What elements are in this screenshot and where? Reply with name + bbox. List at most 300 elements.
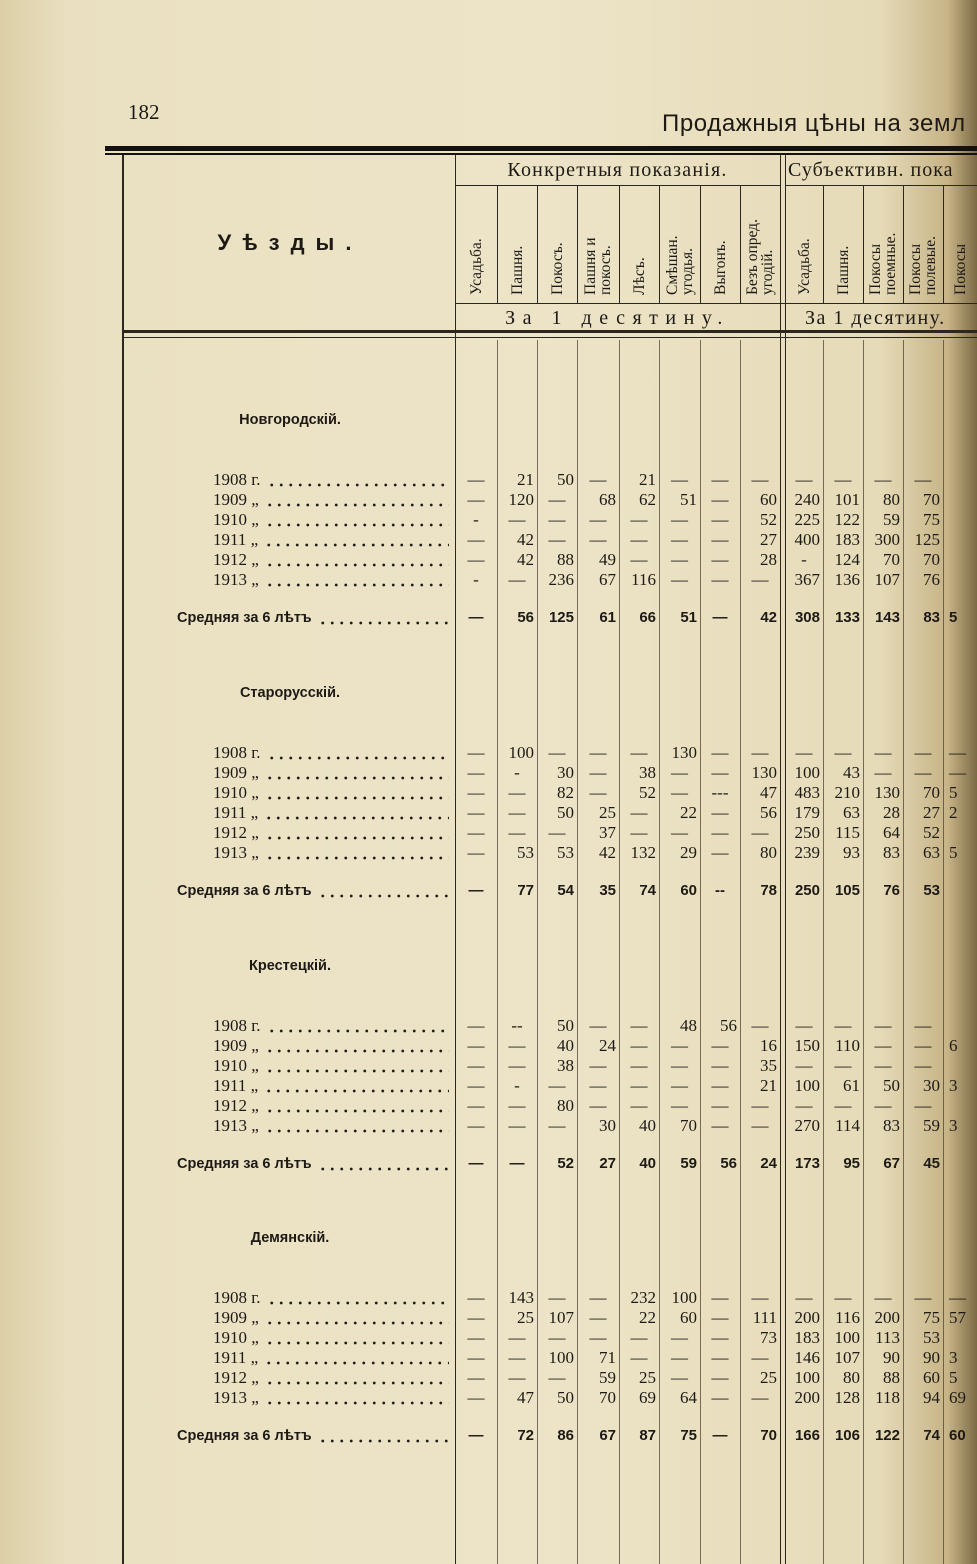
subjective-value-cell: 30 — [923, 1076, 940, 1095]
subjective-value-cell: 59 — [883, 510, 900, 529]
concrete-value-cell: — — [711, 1036, 729, 1055]
concrete-value-cell: — — [751, 1288, 769, 1307]
concrete-value-cell: 21 — [639, 470, 656, 489]
subjective-value-cell: 27 — [923, 803, 940, 822]
year-label-text: 1913 „ — [213, 570, 259, 589]
concrete-value-cell: — — [467, 783, 485, 802]
concrete-value-cell: — — [751, 1116, 769, 1135]
subjective-value-cell: — — [834, 743, 852, 762]
concrete-value-cell: 30 — [557, 763, 574, 782]
concrete-value-cell: — — [467, 1116, 485, 1135]
subjective-value-cell: — — [874, 1288, 892, 1307]
subjective-value-cell: 94 — [923, 1388, 940, 1407]
concrete-value-cell: 25 — [599, 803, 616, 822]
subjective-value-cell — [943, 1096, 977, 1116]
concrete-value-cell: 143 — [508, 1288, 534, 1307]
subjective-value-cell: 61 — [843, 1076, 860, 1095]
dot-leader — [265, 1308, 449, 1328]
concrete-value-cell: — — [671, 530, 688, 549]
concrete-value-cell: — — [589, 1016, 607, 1035]
subjective-value-cell — [943, 1056, 977, 1076]
concrete-value-cell: — — [548, 823, 566, 842]
subjective-value-cell: 5 — [949, 609, 958, 626]
year-row — [0, 510, 977, 530]
subjective-value-cell: 28 — [883, 803, 900, 822]
subjective-value-cell: 130 — [874, 783, 900, 802]
concrete-value-cell: 86 — [557, 1427, 574, 1444]
concrete-value-cell: — — [711, 763, 729, 782]
column-header-line: Покосъ. — [548, 242, 566, 295]
concrete-value-cell: — — [468, 609, 484, 626]
subjective-value-cell: — — [914, 1096, 932, 1115]
subjective-value-cell: 308 — [794, 609, 820, 626]
concrete-value-cell: — — [467, 1036, 485, 1055]
concrete-value-cell: 35 — [599, 882, 616, 899]
subjective-value-cell: 114 — [835, 1116, 860, 1135]
top-rule-thick — [105, 146, 977, 151]
concrete-value-cell: 74 — [639, 882, 656, 899]
year-row — [0, 470, 977, 490]
year-label-text: 1908 г. — [213, 743, 261, 762]
year-label — [213, 530, 449, 550]
column-header-line: Безъ опред. — [744, 219, 761, 295]
column-header — [863, 189, 903, 301]
dot-leader — [267, 1288, 449, 1308]
year-label-text: 1911 „ — [213, 1348, 259, 1367]
concrete-value-cell: — — [548, 1288, 566, 1307]
concrete-value-cell: 52 — [557, 1155, 574, 1172]
subjective-value-cell: 200 — [794, 1308, 820, 1327]
column-header-line: полевые. — [922, 236, 939, 295]
subjective-value-cell: 400 — [794, 530, 820, 549]
concrete-value-cell: — — [589, 763, 607, 782]
dot-leader — [264, 1076, 449, 1096]
concrete-value-cell: 130 — [751, 763, 777, 782]
subjective-value-cell: — — [949, 763, 966, 782]
column-header-line: Покосы — [951, 243, 969, 295]
subjective-value-cell: 69 — [949, 1388, 966, 1407]
subjective-value-cell: 179 — [794, 803, 820, 822]
subjective-value-cell: — — [914, 470, 932, 489]
concrete-value-cell: 56 — [720, 1155, 737, 1172]
dot-leader — [265, 843, 449, 863]
concrete-value-cell: 54 — [557, 882, 574, 899]
year-row — [0, 1388, 977, 1408]
dot-leader — [265, 1328, 449, 1348]
concrete-value-cell: 72 — [517, 1427, 534, 1444]
column-header-text — [583, 189, 613, 295]
concrete-value-cell: 67 — [599, 570, 616, 589]
concrete-value-cell: 28 — [760, 550, 777, 569]
subjective-value-cell: — — [914, 763, 932, 782]
concrete-value-cell: — — [711, 570, 729, 589]
dot-leader — [265, 570, 449, 590]
concrete-value-cell: — — [468, 882, 484, 899]
concrete-value-cell: 107 — [548, 1308, 574, 1327]
concrete-value-cell: — — [468, 1427, 484, 1444]
concrete-value-cell: 22 — [639, 1308, 656, 1327]
subjective-value-cell: 225 — [794, 510, 820, 529]
concrete-value-cell: — — [589, 470, 607, 489]
year-label-text: 1911 „ — [213, 1076, 259, 1095]
subjective-value-cell: 133 — [834, 609, 860, 626]
concrete-value-cell: 53 — [517, 843, 534, 862]
subjective-value-cell: 64 — [883, 823, 900, 842]
dot-leader — [264, 530, 449, 550]
concrete-value-cell: — — [548, 1368, 566, 1387]
year-label — [213, 763, 449, 783]
year-label-text: 1910 „ — [213, 1328, 259, 1347]
column-header — [455, 189, 497, 301]
year-row — [0, 1348, 977, 1368]
column-header — [903, 189, 943, 301]
concrete-value-cell: — — [467, 763, 485, 782]
concrete-value-cell: - — [473, 510, 479, 529]
subjective-value-cell: 45 — [923, 1155, 940, 1172]
subjective-value-cell: 83 — [883, 843, 900, 862]
year-label — [213, 1056, 449, 1076]
concrete-value-cell: — — [548, 530, 566, 549]
concrete-value-cell: 50 — [557, 1016, 574, 1035]
subjective-value-cell — [943, 550, 977, 570]
page-number: 182 — [128, 100, 160, 124]
district-name: Старорусскій. — [239, 685, 341, 701]
subjective-value-cell: — — [834, 1096, 852, 1115]
year-label-text: 1909 „ — [213, 490, 259, 509]
concrete-value-cell: — — [711, 803, 729, 822]
column-header-line: Пашня и — [582, 237, 599, 295]
concrete-value-cell: 60 — [680, 882, 697, 899]
concrete-value-cell: 69 — [639, 1388, 656, 1407]
concrete-value-cell: 40 — [557, 1036, 574, 1055]
subjective-value-cell: 3 — [949, 1076, 958, 1095]
concrete-value-cell: 25 — [639, 1368, 656, 1387]
year-label — [213, 843, 449, 863]
subjective-value-cell: — — [795, 1288, 813, 1307]
concrete-value-cell: 42 — [517, 550, 534, 569]
subjective-value-cell: 5 — [949, 1368, 958, 1387]
subjective-value-cell: 80 — [843, 1368, 860, 1387]
concrete-value-cell: 47 — [760, 783, 777, 802]
concrete-value-cell: 78 — [760, 882, 777, 899]
concrete-value-cell: — — [671, 1368, 688, 1387]
column-header — [577, 189, 619, 301]
concrete-value-cell: 132 — [630, 843, 656, 862]
concrete-value-cell: 56 — [720, 1016, 737, 1035]
concrete-value-cell: — — [630, 530, 648, 549]
concrete-value-cell: — — [711, 470, 729, 489]
concrete-value-cell: — — [548, 1328, 566, 1347]
subjective-value-cell: 101 — [834, 490, 860, 509]
concrete-value-cell: — — [589, 1096, 607, 1115]
concrete-value-cell: 37 — [599, 823, 616, 842]
concrete-value-cell: 40 — [639, 1116, 656, 1135]
subjective-value-cell: 270 — [794, 1116, 820, 1135]
concrete-value-cell: 48 — [680, 1016, 697, 1035]
concrete-value-cell: — — [671, 470, 688, 489]
concrete-value-cell: — — [589, 530, 607, 549]
year-row — [0, 1328, 977, 1348]
average-label-text: Средняя за 6 лѣтъ — [177, 883, 312, 899]
concrete-value-cell: — — [467, 1056, 485, 1075]
concrete-value-cell: — — [467, 1288, 485, 1307]
concrete-value-cell: 42 — [599, 843, 616, 862]
concrete-value-cell: — — [630, 510, 648, 529]
concrete-value-cell: — — [508, 783, 526, 802]
concrete-value-cell: 16 — [760, 1036, 777, 1055]
subjective-value-cell: 50 — [883, 1076, 900, 1095]
concrete-value-cell: — — [589, 783, 607, 802]
dot-leader — [265, 1388, 449, 1408]
average-row — [0, 1426, 977, 1446]
concrete-value-cell: 62 — [639, 490, 656, 509]
concrete-value-cell: 21 — [760, 1076, 777, 1095]
concrete-value-cell: — — [711, 1116, 729, 1135]
concrete-value-cell: 47 — [517, 1388, 534, 1407]
column-header-line: покосъ. — [597, 245, 614, 295]
concrete-value-cell: 49 — [599, 550, 616, 569]
concrete-value-cell: 24 — [599, 1036, 616, 1055]
subjective-value-cell: 136 — [834, 570, 860, 589]
subjective-value-cell: 76 — [883, 882, 900, 899]
subjective-value-cell — [943, 530, 977, 550]
year-label-text: 1908 г. — [213, 470, 261, 489]
subjective-value-cell: 93 — [843, 843, 860, 862]
subjective-value-cell: 367 — [794, 570, 820, 589]
column-header-text — [953, 189, 968, 295]
concrete-value-cell: — — [711, 1076, 729, 1095]
year-label — [213, 1308, 449, 1328]
concrete-value-cell: — — [467, 1076, 485, 1095]
concrete-value-cell: — — [671, 1076, 688, 1095]
year-label — [213, 1328, 449, 1348]
subjective-value-cell: 100 — [794, 763, 820, 782]
subjective-value-cell: — — [795, 743, 813, 762]
subjective-value-cell: — — [834, 1288, 852, 1307]
year-row — [0, 823, 977, 843]
column-header-line: Пашня. — [834, 245, 852, 295]
dot-leader — [265, 1036, 449, 1056]
concrete-value-cell: 25 — [760, 1368, 777, 1387]
year-label — [213, 743, 449, 763]
subjective-value-cell: — — [795, 470, 813, 489]
year-label — [213, 470, 449, 490]
concrete-value-cell: 27 — [760, 530, 777, 549]
concrete-value-cell: 67 — [599, 1427, 616, 1444]
concrete-value-cell: — — [508, 823, 526, 842]
concrete-value-cell: 29 — [680, 843, 697, 862]
concrete-value-cell: — — [467, 1348, 485, 1367]
concrete-value-cell: — — [467, 843, 485, 862]
subjective-value-cell: — — [914, 1016, 932, 1035]
concrete-value-cell: 100 — [548, 1348, 574, 1367]
concrete-value-cell: — — [467, 1016, 485, 1035]
year-label-text: 1909 „ — [213, 1036, 259, 1055]
year-label-text: 1911 „ — [213, 803, 259, 822]
dot-leader — [265, 823, 449, 843]
subjective-value-cell: - — [801, 550, 807, 569]
concrete-value-cell: — — [589, 1076, 607, 1095]
concrete-value-cell: — — [711, 490, 729, 509]
subjective-value-cell: 52 — [923, 823, 940, 842]
concrete-value-cell: 25 — [517, 1308, 534, 1327]
concrete-value-cell: — — [548, 1116, 566, 1135]
subjective-value-cell: 200 — [794, 1388, 820, 1407]
subjective-value-cell: 110 — [835, 1036, 860, 1055]
subjective-value-cell: 67 — [883, 1155, 900, 1172]
subjective-value-cell: — — [874, 743, 892, 762]
concrete-value-cell: 73 — [760, 1328, 777, 1347]
concrete-value-cell: — — [751, 1096, 769, 1115]
subjective-value-cell: 100 — [794, 1076, 820, 1095]
column-header — [740, 189, 780, 301]
subjective-value-cell: 3 — [949, 1116, 958, 1135]
dot-leader — [318, 1426, 449, 1446]
concrete-value-cell: — — [711, 1368, 729, 1387]
concrete-value-cell: 71 — [599, 1348, 616, 1367]
subjective-value-cell: 88 — [883, 1368, 900, 1387]
concrete-value-cell: — — [671, 1348, 688, 1367]
concrete-value-cell: — — [671, 1328, 688, 1347]
year-label — [213, 550, 449, 570]
subjective-value-cell: 90 — [883, 1348, 900, 1367]
concrete-value-cell: 42 — [517, 530, 534, 549]
concrete-value-cell: 64 — [680, 1388, 697, 1407]
concrete-value-cell: — — [589, 1056, 607, 1075]
concrete-value-cell: — — [589, 1308, 607, 1327]
year-row — [0, 743, 977, 763]
subjective-value-cell: 124 — [834, 550, 860, 569]
group-title: Конкретныя показанія. — [507, 159, 728, 181]
year-row — [0, 763, 977, 783]
subjective-value-cell: — — [795, 1056, 813, 1075]
concrete-value-cell: — — [508, 1036, 526, 1055]
year-row — [0, 1116, 977, 1136]
year-label — [213, 510, 449, 530]
average-label-text: Средняя за 6 лѣтъ — [177, 610, 312, 626]
concrete-value-cell: — — [467, 470, 485, 489]
concrete-value-cell: — — [508, 570, 526, 589]
year-row — [0, 1368, 977, 1388]
concrete-value-cell: 66 — [639, 609, 656, 626]
column-header-line: Выгонъ. — [711, 240, 729, 295]
subjective-value-cell: 240 — [794, 490, 820, 509]
column-header-line: поемные. — [882, 232, 899, 295]
concrete-value-cell: - — [473, 570, 479, 589]
subjective-value-cell: — — [914, 743, 932, 762]
subjective-value-cell: 100 — [834, 1328, 860, 1347]
column-header-line: Смѣшан. — [663, 235, 681, 295]
column-header — [497, 189, 537, 301]
year-label-text: 1913 „ — [213, 1116, 259, 1135]
subjective-value-cell: — — [874, 1036, 892, 1055]
year-row — [0, 1076, 977, 1096]
concrete-value-cell: — — [630, 1328, 648, 1347]
concrete-value-cell: 51 — [680, 490, 697, 509]
concrete-value-cell: 70 — [760, 1427, 777, 1444]
year-label — [213, 783, 449, 803]
concrete-value-cell: — — [467, 1308, 485, 1327]
year-label-text: 1912 „ — [213, 1368, 259, 1387]
concrete-value-cell: 116 — [631, 570, 656, 589]
concrete-value-cell: -- — [511, 1016, 523, 1035]
concrete-value-cell: — — [671, 510, 688, 529]
concrete-value-cell: 60 — [680, 1308, 697, 1327]
concrete-value-cell: 130 — [671, 743, 697, 762]
concrete-value-cell: 80 — [760, 843, 777, 862]
column-header-text — [550, 189, 565, 295]
concrete-value-cell: 59 — [599, 1368, 616, 1387]
group-title: Субъективн. пока — [788, 159, 954, 181]
group-unit-label: За 1 десятину. — [805, 307, 946, 329]
concrete-value-cell: 50 — [557, 1388, 574, 1407]
concrete-value-cell: 75 — [680, 1427, 697, 1444]
concrete-value-cell: 100 — [671, 1288, 697, 1307]
subjective-value-cell: 150 — [794, 1036, 820, 1055]
concrete-value-cell: — — [671, 1036, 688, 1055]
subjective-value-cell: 90 — [923, 1348, 940, 1367]
subjective-value-cell: 75 — [923, 1308, 940, 1327]
concrete-value-cell: — — [508, 1096, 526, 1115]
concrete-value-cell: — — [467, 823, 485, 842]
column-header-text — [665, 189, 695, 295]
concrete-value-cell: — — [548, 490, 566, 509]
subjective-value-cell: 483 — [794, 783, 820, 802]
subjective-value-cell: — — [874, 1096, 892, 1115]
subjective-value-cell: 250 — [794, 882, 820, 899]
concrete-value-cell: — — [508, 1348, 526, 1367]
subjective-value-cell: 143 — [874, 609, 900, 626]
dot-leader — [267, 1016, 449, 1036]
subjective-value-cell: — — [834, 1016, 852, 1035]
subjective-value-cell: 57 — [949, 1308, 966, 1327]
concrete-value-cell: — — [467, 803, 485, 822]
concrete-value-cell: 59 — [680, 1155, 697, 1172]
concrete-value-cell: — — [751, 823, 769, 842]
concrete-value-cell: 52 — [760, 510, 777, 529]
subjective-value-cell: 125 — [914, 530, 940, 549]
year-label — [213, 1016, 449, 1036]
subjective-value-cell: 5 — [949, 843, 958, 862]
average-row — [0, 608, 977, 628]
subjective-value-cell: 53 — [923, 1328, 940, 1347]
concrete-value-cell: — — [751, 470, 769, 489]
dot-leader — [265, 490, 449, 510]
concrete-value-cell: — — [711, 843, 729, 862]
column-header-text — [632, 189, 647, 295]
concrete-value-cell: — — [711, 510, 729, 529]
concrete-value-cell: 50 — [557, 803, 574, 822]
column-header — [619, 189, 659, 301]
concrete-value-cell: — — [711, 743, 729, 762]
subjective-value-cell: 3 — [949, 1348, 958, 1367]
subjective-value-cell: 59 — [923, 1116, 940, 1135]
year-row — [0, 1308, 977, 1328]
column-header-text — [510, 189, 525, 295]
column-header-line: Лѣсъ. — [630, 257, 648, 295]
subjective-value-cell: — — [914, 1288, 932, 1307]
subjective-value-cell: 60 — [923, 1368, 940, 1387]
concrete-value-cell: — — [751, 1016, 769, 1035]
concrete-value-cell: 80 — [557, 1096, 574, 1115]
average-label — [177, 881, 449, 901]
concrete-value-cell: — — [712, 609, 728, 626]
concrete-value-cell: - — [514, 763, 520, 782]
dot-leader — [265, 783, 449, 803]
year-row — [0, 490, 977, 510]
concrete-value-cell: — — [508, 1368, 526, 1387]
concrete-value-cell: 35 — [760, 1056, 777, 1075]
